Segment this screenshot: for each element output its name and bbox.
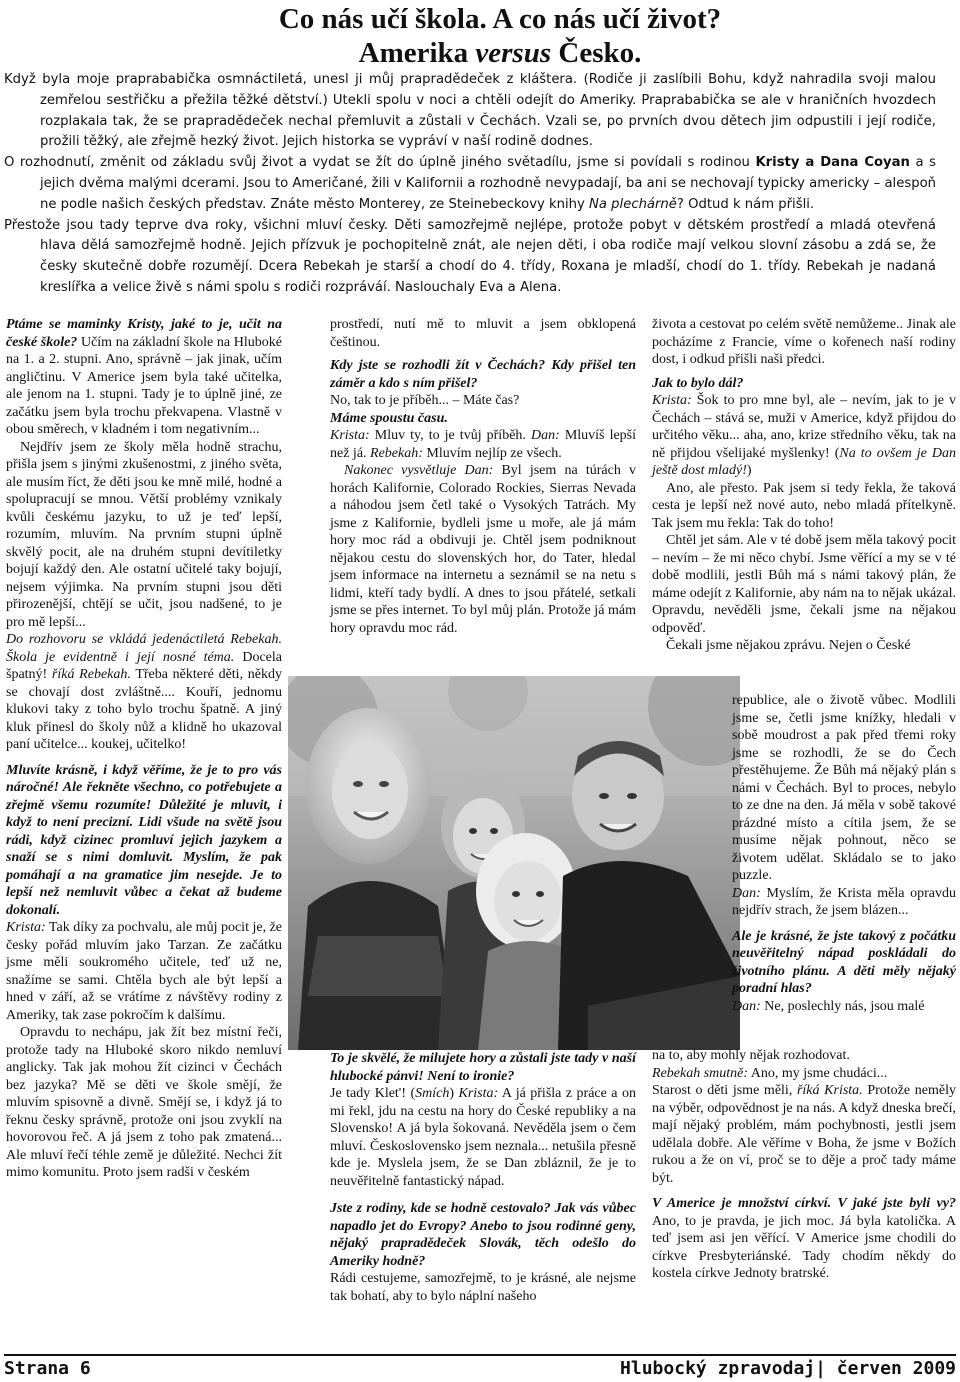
col3c-para-4 (652, 1195, 956, 1283)
column-3-middle (732, 692, 956, 1015)
col3c-rebekah-text: Ano, my jsme chudáci... (748, 1065, 888, 1081)
col2b-para-1 (330, 1085, 636, 1190)
col3-para-2 (652, 392, 956, 480)
article-title-line1 (0, 2, 960, 36)
col2b-krista-label: Krista: (458, 1086, 499, 1101)
col1-para-2: Nejdřív jsem ze školy měla hodně strachu, přišla jsem s jinými zkušenostmi, z jiného světa, ale musím říct, že děti jsou ke mně milé, hodné a spolupracují se mnou. Větší problémy vznikaly kvůli českému jazyku, to už je teď lepší, rozumím, mluvím. Na prvním stupni úplně skvělý pocit, ale na druhém stupni devítiletky bojují každý den. Ale ostatní učitelé taky bojují, nejsem výjimka. Na prvním stupni jsou děti přirozenější, chtějí se učit, jsou nadšené, to je pro mě lepší... (6, 439, 282, 630)
title-line1: Co nás učí škola. A co nás učí život? (278, 3, 722, 35)
col3-para-1: života a cestovat po celém světě nemůžeme.. Jinak ale pocházíme z Francie, víme o kořenech naší rodiny dost, i odkud přišli naši předci. (652, 317, 956, 367)
col3c-rebekah-label: Rebekah smutně: (652, 1065, 749, 1081)
col3c-para-3 (652, 1082, 956, 1187)
col3b-dan-text: Myslím, že Krista měla opravdu nejdřív strach, že jsem blázen... (732, 885, 956, 918)
column-2 (330, 316, 636, 637)
col3b-dan2-text: Ne, poslechly nás, jsou malé (760, 998, 925, 1014)
col1-a3-it: říká Rebekah. (51, 667, 131, 682)
intro-paragraph-1: Když byla moje praprababička osmnáctiletá, unesl ji můj prapradědeček z kláštera. (Rodiče ji zaslíbili Bohu, když nahradila svoji malou zemřelou sestřičku a přežila těžké dětství.) Utekli spolu v noci a chtěli odejít do Ameriky. Praprababička se ale v hraničních hvozdech rozplakala tak, že se prapradědeček nechal přemluvit a zůstali v Čechách. Vzali se, po prvních dvou dětech jim odpustili i její rodiče, prožili těžký, ale zřejmě hezký život. Jejich historka se vypráví v naší rodině dodnes. (4, 72, 936, 150)
col2-dan-label: Dan: (530, 428, 560, 443)
intro-p2-b: a s jejich dvěma malými dcerami. Jsou to Američané, žili v Kalifornii a rozhodně nevypadají, ba ani se nechovají typicky americky – alespoň ne podle našich českých představ. Znáte město Monterey, ze Steinebeckovy knihy (40, 155, 937, 212)
col2-para-1: prostředí, nutí mě to mluvit a jsem obklopená češtinou. (330, 317, 636, 350)
col2b-question-1: To je skvělé, že milujete hory a zůstali jste tady v naší hlubocké pánvi! Není to ironie? (330, 1051, 636, 1084)
col3-krista-label: Krista: (652, 393, 692, 408)
col3b-dan2-label: Dan: (732, 998, 761, 1014)
col2-rebekah-text: Mluvím nejlíp ze všech. (422, 445, 562, 461)
col2-para-3 (330, 427, 636, 462)
col3-question-1: Jak to bylo dál? (652, 375, 744, 391)
intro-p2-a: O rozhodnutí, změnit od základu svůj život a vydat se žít do úplně jiného světadílu, jsme si povídali s rodinou (4, 155, 756, 171)
col3-para-5: Čekali jsme nějakou zprávu. Nejen o České (666, 638, 911, 653)
col3c-a2-b: Protože neměly na výběr, odpovědnost je na nás. A když dneska brečí, mají nějaký problém, mám pochybnosti, jestli jsem udělala dobře. Ale věříme v Boha, že jsme v Božích rukou a že on ví, proč se to děje a proč tady máme být. (652, 1083, 956, 1186)
col1-para-1 (6, 316, 282, 439)
col2b-para-2: Rádi cestujeme, samozřejmě, to je krásné, ale nejsme tak bohatí, aby to bylo náplní našeho (330, 1271, 636, 1304)
publication-name: Hlubocký zpravodaj| červen 2009 (620, 1358, 956, 1379)
column-3 (652, 316, 956, 655)
footer-rule (4, 1354, 956, 1356)
col3-para-3: Ano, ale přesto. Pak jsem si tedy řekla, že taková cesta je lepší než nové auto, nebo mladá přítelkyně. Tak jsem mu řekla: Tak do toho! (652, 480, 956, 531)
col2-question-1: Kdy jste se rozhodli žít v Čechách? Kdy přišel ten záměr a kdo s ním přišel? (330, 358, 636, 391)
col3b-para-3 (732, 998, 956, 1016)
intro-block (4, 70, 956, 299)
column-2-bottom (330, 1050, 636, 1305)
col3b-question-1: Ale je krásné, že jste takový z počátku neuvěřitelný nápad poskládali do životního plánu. A děti měly nějaký poradní hlas? (732, 928, 956, 996)
col2-narrator-label: Nakonec vysvětluje Dan: (344, 463, 494, 478)
title-line2-c: Česko. (551, 37, 642, 69)
col3-krista-text: Šok to pro mne byl, ale – nevím, jak to je v Čechách – stává se, muži v Americe, když přijdou do určitého věku... aha, ano, krize středního věku, tak na ně přijdou všelijaké myšlenky! ( (652, 393, 956, 461)
family-photo-image (288, 676, 740, 1050)
col1-answer-1: Učím na základní škole na Hluboké na 1. a 2. stupni. Ano, správně – jak jinak, učím angličtinu. V Americe jsem byla také učitelka, ale jenom na 1. stupni. Tady je to úplně jiné, ze začátku jsem byla trochu překvapena. Vlastně v obou směrech, v kladném i tom negativním... (6, 334, 282, 437)
page-footer (0, 1354, 960, 1382)
col3-para-4: Chtěl jet sám. Ale v té době jsem měla takový pocit – nevím – že mi něco chybí. Jsme věřící a my se v té době modlili, jestli Bůh má s námi takový plán, že máme odejít z Kalifornie, aby nám na to nějak ukázal. Opravdu, nevěděli jsme, čekali jsme na nějakou odpověď. (652, 533, 956, 636)
title-line2-a: Amerika (358, 37, 476, 69)
col1-question-2: Mluvíte krásně, i když věříme, že je to pro vás náročné! Ale řekněte všechno, co potřebujete a zřejmě všemu rozumíte! Důležité je mluvit, i když to není precizní. Lidi všude na světě jsou rádi, když cizinec promluví jejich jazykem a snaží se s nimi domluvit. Myslím, že pak pomáhají a na gramatice jim nesejde. Je to lepší než nemluvit vůbec a čekat až budeme dokonalí. (6, 762, 282, 918)
col2-krista-text: Mluv ty, to je tvůj příběh. (369, 428, 531, 443)
col3b-para-1: republice, ale o životě vůbec. Modlili jsme se, četli jsme knížky, hledali v sobě moudrost a pak před třemi roky jsme se rozhodli, že se do Čech přestěhujeme. Že Bůh má nějaký plán s námi v Čechách. Byl to proces, nebylo to ze dne na den. Já měla v sobě takové prázdné místo a cítila jsem, že se musíme nějak pohnout, něco se životem udělat. Skládalo se to jako puzzle. (732, 693, 956, 883)
col2b-a1-it: Smích (415, 1086, 450, 1101)
col2-rebekah-label: Rebekah: (370, 445, 423, 461)
col3-krista-end: ) (746, 463, 752, 478)
col2-question-2: Máme spoustu času. (330, 410, 448, 426)
col2-para-4 (330, 462, 636, 637)
col3c-a2-a: Starost o děti jsme měli, (652, 1083, 797, 1098)
col1-krista-text: Tak díky za pochvalu, ale můj pocit je, že česky pořád mluvím jako Tarzan. Ze začátku jsme měli soukromého učitele, teď už ne, snažíme se sami. Chtěla bych ale být lepší a hned v září, až se vrátíme z návštěvy rodiny z Ameriky, tak zase pokročím k dalšímu. (6, 920, 282, 1023)
col1-question-1: Ptáme se maminky Kristy, jaké to je, učit na české škole? (6, 317, 282, 350)
column-1 (6, 316, 282, 1182)
col2b-question-2: Jste z rodiny, kde se hodně cestovalo? Jak vás vůbec napadlo jet do Evropy? Anebo to jsou rodinné geny, nějaký prapradědeček Slovák, těch odešlo do Ameriky hodně? (330, 1201, 636, 1269)
col2-dan-text: Mluvíš lepší než já. (330, 428, 637, 461)
family-photo (288, 676, 740, 1050)
col1-krista-label: Krista: (6, 920, 46, 935)
col3c-question: V Americe je množství církví. V jaké jste byli vy? (652, 1196, 956, 1211)
col3c-para-2 (652, 1065, 956, 1083)
col3c-answer: Ano, to je pravda, je jich moc. Já byla katolička. A teď jsem asi jen věřící. V Americe jsme chodili do církve Presbyteriánské. Tady chodím někdy do kostela církve Jednoty bratrské. (652, 1213, 956, 1281)
column-3-bottom (652, 1047, 956, 1283)
col2-krista-label: Krista: (330, 428, 370, 443)
col3c-a2-it: říká Krista. (796, 1083, 863, 1098)
col1-a3-a: Docela špatný! (6, 649, 282, 682)
col2-para-2: No, tak to je příběh... – Máte čas? (330, 393, 520, 408)
col1-para-3 (6, 631, 282, 754)
intro-p2-names: Kristy a Dana Coyan (755, 155, 910, 171)
col2b-a1-a: Je tady Klet'! ( (330, 1086, 416, 1101)
article-title-line2 (0, 36, 960, 70)
col1-para-4 (6, 919, 282, 1024)
col2b-a1-b: ) (449, 1086, 459, 1101)
page-number: Strana 6 (4, 1358, 91, 1379)
col2-narrator-text: Byl jsem na túrách v horách Kalifornie, Colorado Rockies, Sierras Nevada a náhodou jsem četl také o Vysokých Tatrách. My jsme z Kalifornie, bydleli jsme u moře, ale já mám hory moc rád a obdivuji je. Chtěl jsem podniknout nějakou cestu do slovenských hor, do Tater, hledal jsem informace na internetu a seznámil se na netu s lidmi, kteří tady bydlí. A dnes to jsou přátelé, setkali jsme se přes internet. To byl můj plán. Protože já mám hory opravdu moc rád. (330, 463, 636, 636)
col2b-a1-c: A já přišla z práce a on mi řekl, jdu na cestu na hory do České republiky a na Slovensko! A já byla šokovaná. Nevěděla jsem o čem mluví. Československo jsem neznala... netušila přesně kde je. Myslela jsem, že se Dan zbláznil, že je to neuvěřitelně fantastický nápad. (330, 1086, 636, 1189)
col3-krista-italic: Na to ovšem je Dan ještě dost mladý! (652, 445, 956, 478)
intro-paragraph-3: Přestože jsou tady teprve dva roky, všichni mluví česky. Děti samozřejmě nejlépe, protože pobyt v dětském prostředí a mladá otevřená hlava dělá samozřejmě hodně. Jejich přízvuk je pochopitelně znát, ale nejen děti, i oba rodiče mají velkou slovní zásobu a zdá se, že česky skutečně dobře rozumějí. Dcera Rebekah je starší a chodí do 4. třídy, Roxana je mladší, chodí do 1. třídy. Rebekah je nadaná kreslířka a velice živě s námi spolu s rodiči rozpráváí. Naslouchaly Eva a Alena. (4, 217, 936, 295)
col3b-para-2 (732, 885, 956, 920)
col3c-para-1: na to, aby mohly nějak rozhodovat. (652, 1048, 850, 1063)
intro-p2-c: ? Odtud k nám přišli. (676, 196, 815, 212)
col1-para-5: Opravdu to nechápu, jak žít bez místní řeči, protože tady na Hluboké skoro nikdo nemluví anglicky. Tak jak mohou žít cizinci v Čechách bez jazyka? Mě se děti ve škole smějí, že mluvím spisovně a divně. Smějí se, i když já to řeknu česky správně, protože oni jsou zvyklí na hovorovou řeč. A já jsem z toho pak zmatená... Ale mluví řečí téhle země je důležité. Nechci žít mimo komunitu. Proto jsem radši v českém (6, 1025, 282, 1180)
intro-p2-book: Na plechárně (589, 196, 677, 212)
col1-a3-b: Třeba některé děti, někdy se chovají dost zvláštně.... Kouří, jednomu klukovi taky z toho bylo trochu špatně. A jiný kluk přinesl do školy nůž a klidně ho ukazoval paní učitelce... koukej, učitelko! (6, 667, 282, 752)
title-line2-b: versus (475, 37, 552, 69)
col1-note: Do rozhovoru se vkládá jedenáctiletá Rebekah. Škola je evidentně i její nosné téma. (6, 632, 282, 665)
col3b-dan-label: Dan: (732, 885, 761, 901)
intro-paragraph-2 (4, 153, 956, 215)
